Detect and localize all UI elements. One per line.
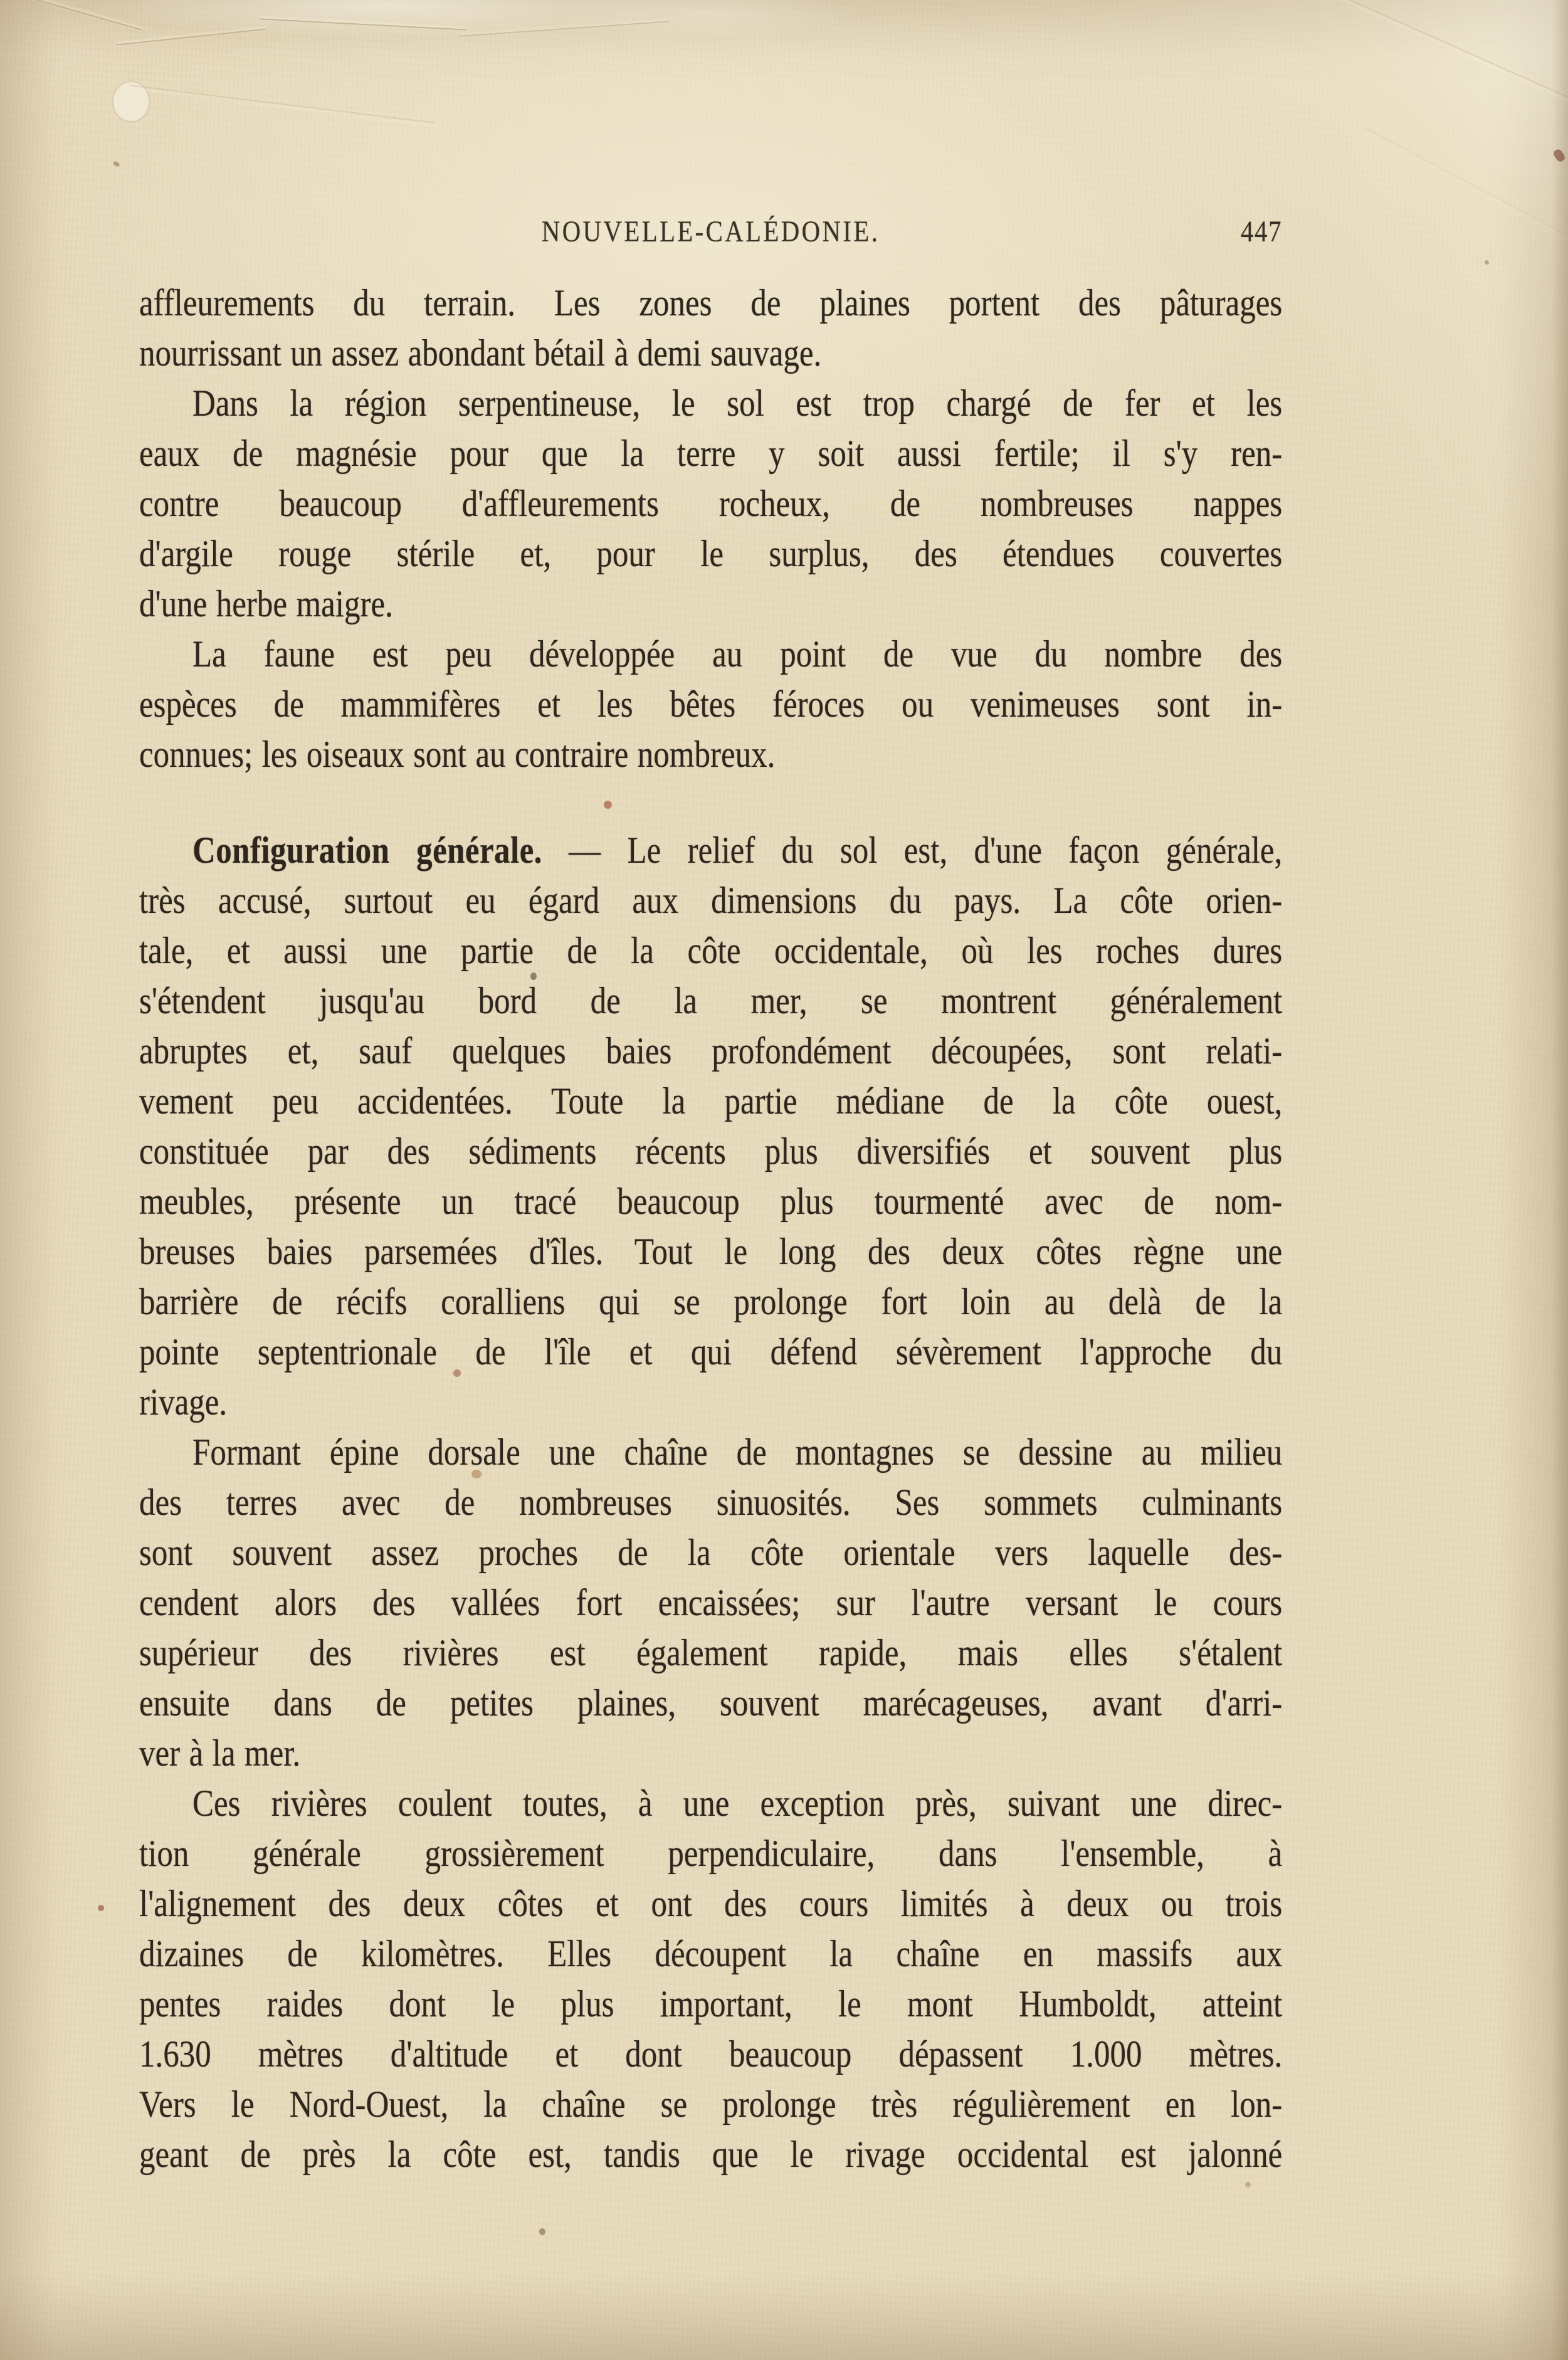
text-line: rivage. bbox=[139, 1381, 228, 1423]
text-line: sont souvent assez proches de la côte orientale vers laquelle des- bbox=[139, 1532, 1283, 1573]
text-line: ensuite dans de petites plaines, souvent marécageuses, avant d'arri- bbox=[139, 1682, 1283, 1724]
text-line: ver à la mer. bbox=[139, 1732, 301, 1774]
text-line: nourrissant un assez abondant bétail à demi sauvage. bbox=[139, 332, 822, 374]
running-header-title: NOUVELLE-CALÉDONIE. bbox=[541, 215, 880, 248]
page-header bbox=[139, 214, 1282, 252]
text-line: cendent alors des vallées fort encaissées; sur l'autre versant le cours bbox=[139, 1582, 1283, 1623]
paper-tear bbox=[260, 18, 467, 30]
text-line: pentes raides dont le plus important, le mont Humboldt, atteint bbox=[139, 1983, 1283, 2025]
text-line: vement peu accidentées. Toute la partie médiane de la côte ouest, bbox=[139, 1080, 1283, 1122]
text-line: Configuration générale. — Le relief du sol est, d'une façon générale, bbox=[192, 830, 1283, 871]
text-line: des terres avec de nombreuses sinuosités. Ses sommets culminants bbox=[139, 1482, 1283, 1523]
text-line: constituée par des sédiments récents plus diversifiés et souvent plus bbox=[139, 1130, 1283, 1172]
text-line: s'étendent jusqu'au bord de la mer, se montrent généralement bbox=[139, 980, 1283, 1021]
text-line: tion générale grossièrement perpendiculaire, dans l'ensemble, à bbox=[139, 1833, 1283, 1874]
text-line: La faune est peu développée au point de vue du nombre des bbox=[192, 633, 1283, 675]
text-line: très accusé, surtout eu égard aux dimensions du pays. La côte orien- bbox=[139, 880, 1283, 921]
text-line: Vers le Nord-Ouest, la chaîne se prolonge très régulièrement en lon- bbox=[139, 2083, 1283, 2125]
text-line: d'une herbe maigre. bbox=[139, 583, 393, 624]
foxing-spot bbox=[98, 1905, 104, 1911]
text-line: breuses baies parsemées d'îles. Tout le long des deux côtes règne une bbox=[139, 1231, 1283, 1272]
text-line: abruptes et, sauf quelques baies profondément découpées, sont relati- bbox=[139, 1030, 1283, 1072]
text-line: Dans la région serpentineuse, le sol est trop chargé de fer et les bbox=[192, 382, 1283, 424]
text-line: geant de près la côte est, tandis que le rivage occidental est jalonné bbox=[139, 2134, 1283, 2175]
text-line: Formant épine dorsale une chaîne de montagnes se dessine au milieu bbox=[192, 1431, 1283, 1473]
page-number: 447 bbox=[1240, 215, 1283, 248]
text-line: Ces rivières coulent toutes, à une exception près, suivant une direc- bbox=[192, 1783, 1283, 1824]
text-line: barrière de récifs coralliens qui se prolonge fort loin au delà de la bbox=[139, 1281, 1283, 1322]
text-line: l'alignement des deux côtes et ont des cours limités à deux ou trois bbox=[139, 1883, 1283, 1924]
text-line: 1.630 mètres d'altitude et dont beaucoup dépassent 1.000 mètres. bbox=[139, 2033, 1283, 2075]
foxing-spot bbox=[539, 2228, 545, 2235]
body-text bbox=[139, 278, 1282, 2179]
foxing-spot bbox=[1485, 260, 1489, 265]
page-edge-shadow bbox=[1552, 0, 1568, 2360]
text-line: affleurements du terrain. Les zones de plaines portent des pâturages bbox=[139, 282, 1283, 324]
text-line: connues; les oiseaux sont au contraire nombreux. bbox=[139, 734, 776, 775]
paper-tear bbox=[33, 0, 142, 31]
text-line: contre beaucoup d'affleurements rocheux, de nombreuses nappes bbox=[139, 483, 1283, 524]
text-line: tale, et aussi une partie de la côte occidentale, où les roches dures bbox=[139, 930, 1283, 971]
text-line: supérieur des rivières est également rapide, mais elles s'étalent bbox=[139, 1632, 1283, 1673]
text-line: pointe septentrionale de l'île et qui défend sévèrement l'approche du bbox=[139, 1331, 1283, 1372]
text-line: espèces de mammifères et les bêtes féroces ou venimeuses sont in- bbox=[139, 683, 1283, 725]
fold-crease bbox=[1363, 127, 1568, 252]
foxing-spot bbox=[112, 161, 120, 168]
text-line: dizaines de kilomètres. Elles découpent la chaîne en massifs aux bbox=[139, 1933, 1283, 1974]
paper-tear bbox=[117, 28, 266, 45]
text-line: eaux de magnésie pour que la terre y soit aussi fertile; il s'y ren- bbox=[139, 433, 1283, 474]
text-line: meubles, présente un tracé beaucoup plus tourmenté avec de nom- bbox=[139, 1181, 1283, 1222]
text-line: d'argile rouge stérile et, pour le surplus, des étendues couvertes bbox=[139, 533, 1283, 574]
paper-crack bbox=[130, 85, 435, 124]
foxing-spot bbox=[1245, 2182, 1251, 2188]
fold-crease bbox=[1281, 0, 1568, 108]
paper-tear bbox=[458, 21, 670, 37]
section-heading: Configuration générale. bbox=[192, 830, 542, 871]
